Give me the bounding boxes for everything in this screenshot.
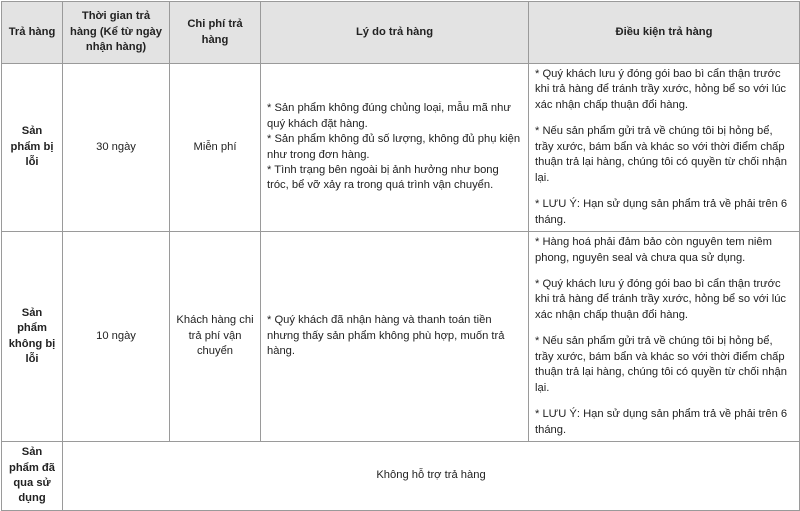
reason-item: * Tình trạng bên ngoài bị ảnh hưởng như bong tróc, bể vỡ xảy ra trong quá trình vận chuyển. [267, 163, 499, 192]
return-time-defective: 30 ngày [63, 64, 170, 232]
reason-cell-defective [261, 64, 529, 232]
return-cost-non-defective: Khách hàng chi trả phí vận chuyển [170, 232, 261, 442]
table-row-non-defective [2, 232, 800, 442]
row-label-defective: Sản phẩm bị lỗi [2, 64, 63, 232]
reason-cell-non-defective [261, 232, 529, 442]
header-row [2, 2, 800, 64]
condition-item: * Quý khách lưu ý đóng gói bao bì cẩn thận trước khi trả hàng để tránh trầy xước, hỏng bể so với lúc xác nhận chấp thuận đổi hàng. [535, 68, 787, 111]
return-policy-table [1, 1, 800, 511]
condition-item: * Nếu sản phẩm gửi trả về chúng tôi bị hỏng bể, trầy xước, bám bẩn và khác so với thời điểm chấp thuận trả lại hàng, chúng tôi có quyền từ chối nhận lại. [535, 335, 787, 394]
reason-item: * Sản phẩm không đúng chủng loại, mẫu mã như quý khách đặt hàng. [267, 102, 511, 130]
condition-item: * Hàng hoá phải đảm bảo còn nguyên tem niêm phong, nguyên seal và chưa qua sử dụng. [535, 236, 772, 264]
condition-item: * LƯU Ý: Hạn sử dụng sản phẩm trả về phải trên 6 tháng. [535, 408, 788, 436]
header-return-cost: Chi phí trả hàng [170, 2, 261, 64]
header-return-time: Thời gian trả hàng (Kể từ ngày nhận hàng) [63, 2, 170, 64]
header-return-reason: Lý do trả hàng [261, 2, 529, 64]
row-label-non-defective: Sản phẩm không bị lỗi [2, 232, 63, 442]
header-return-condition: Điều kiện trả hàng [529, 2, 800, 64]
return-cost-defective: Miễn phí [170, 64, 261, 232]
no-return-support-note: Không hỗ trợ trả hàng [63, 442, 800, 511]
header-return: Trả hàng [2, 2, 63, 64]
condition-item: * LƯU Ý: Hạn sử dụng sản phẩm trả về phải trên 6 tháng. [535, 198, 788, 226]
row-label-used: Sản phẩm đã qua sử dụng [2, 442, 63, 511]
table-row-used [2, 442, 800, 511]
condition-cell-defective [529, 64, 800, 232]
reason-item: * Sản phẩm không đủ số lượng, không đủ phụ kiện như trong đơn hàng. [267, 133, 521, 161]
reason-item: * Quý khách đã nhận hàng và thanh toán tiền nhưng thấy sản phẩm không phù hợp, muốn trả hàng. [267, 314, 505, 358]
table-row-defective [2, 64, 800, 232]
return-time-non-defective: 10 ngày [63, 232, 170, 442]
condition-item: * Quý khách lưu ý đóng gói bao bì cẩn thận trước khi trả hàng để tránh trầy xước, hỏng bể so với lúc xác nhận chấp thuận đổi hàng. [535, 277, 787, 321]
condition-cell-non-defective [529, 232, 800, 442]
condition-item: * Nếu sản phẩm gửi trả về chúng tôi bị hỏng bể, trầy xước, bám bẩn và khác so với thời điểm chấp thuận trả lại hàng, chúng tôi có quyền từ chối nhận lại. [535, 125, 787, 184]
